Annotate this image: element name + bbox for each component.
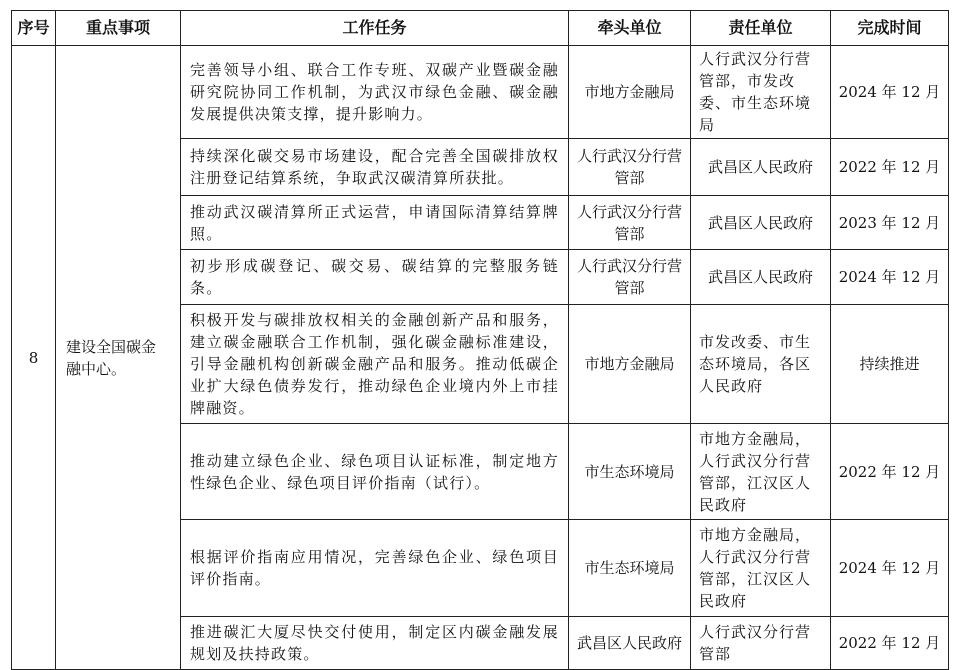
responsible-unit-cell: 市地方金融局，人行武汉分行营管部，江汉区人民政府 [691,424,831,520]
lead-unit-cell: 市地方金融局 [569,46,691,139]
table-row [12,46,949,139]
header-deadline: 完成时间 [831,11,949,46]
header-no: 序号 [12,11,56,46]
deadline-cell: 2022 年 12 月 [831,617,949,670]
task-cell: 推进碳汇大厦尽快交付使用，制定区内碳金融发展规划及扶持政策。 [181,617,569,670]
lead-unit-cell: 人行武汉分行营管部 [569,250,691,305]
task-cell: 初步形成碳登记、碳交易、碳结算的完整服务链条。 [181,250,569,305]
responsible-unit-cell: 市地方金融局，人行武汉分行营管部，江汉区人民政府 [691,520,831,617]
lead-unit-cell: 武昌区人民政府 [569,617,691,670]
task-table [11,10,949,670]
deadline-cell: 2022 年 12 月 [831,139,949,196]
key-item: 建设全国碳金融中心。 [56,46,181,670]
responsible-unit-cell: 武昌区人民政府 [691,196,831,250]
responsible-unit-cell: 人行武汉分行营管部 [691,617,831,670]
responsible-unit-cell: 武昌区人民政府 [691,139,831,196]
task-cell: 持续深化碳交易市场建设，配合完善全国碳排放权注册登记结算系统，争取武汉碳清算所获批。 [181,139,569,196]
header-responsible-unit: 责任单位 [691,11,831,46]
header-lead-unit: 牵头单位 [569,11,691,46]
responsible-unit-cell: 人行武汉分行营管部，市发改委、市生态环境局 [691,46,831,139]
task-cell: 根据评价指南应用情况，完善绿色企业、绿色项目评价指南。 [181,520,569,617]
responsible-unit-cell: 武昌区人民政府 [691,250,831,305]
deadline-cell: 2024 年 12 月 [831,250,949,305]
lead-unit-cell: 人行武汉分行营管部 [569,139,691,196]
lead-unit-cell: 市生态环境局 [569,520,691,617]
deadline-cell: 2024 年 12 月 [831,46,949,139]
deadline-cell: 2023 年 12 月 [831,196,949,250]
header-task: 工作任务 [181,11,569,46]
lead-unit-cell: 人行武汉分行营管部 [569,196,691,250]
lead-unit-cell: 市地方金融局 [569,305,691,424]
document-page [11,10,949,670]
responsible-unit-cell: 市发改委、市生态环境局，各区人民政府 [691,305,831,424]
header-key-item: 重点事项 [56,11,181,46]
task-cell: 推动建立绿色企业、绿色项目认证标准，制定地方性绿色企业、绿色项目评价指南（试行）。 [181,424,569,520]
deadline-cell: 2024 年 12 月 [831,520,949,617]
task-cell: 完善领导小组、联合工作专班、双碳产业暨碳金融研究院协同工作机制，为武汉市绿色金融、碳金融发展提供决策支撑，提升影响力。 [181,46,569,139]
task-cell: 积极开发与碳排放权相关的金融创新产品和服务，建立碳金融联合工作机制，强化碳金融标准建设，引导金融机构创新碳金融产品和服务。推动低碳企业扩大绿色债券发行，推动绿色企业境内外上市挂牌融资。 [181,305,569,424]
item-number: 8 [12,46,56,670]
header-row [12,11,949,46]
lead-unit-cell: 市生态环境局 [569,424,691,520]
deadline-cell: 持续推进 [831,305,949,424]
task-cell: 推动武汉碳清算所正式运营，申请国际清算结算牌照。 [181,196,569,250]
deadline-cell: 2022 年 12 月 [831,424,949,520]
